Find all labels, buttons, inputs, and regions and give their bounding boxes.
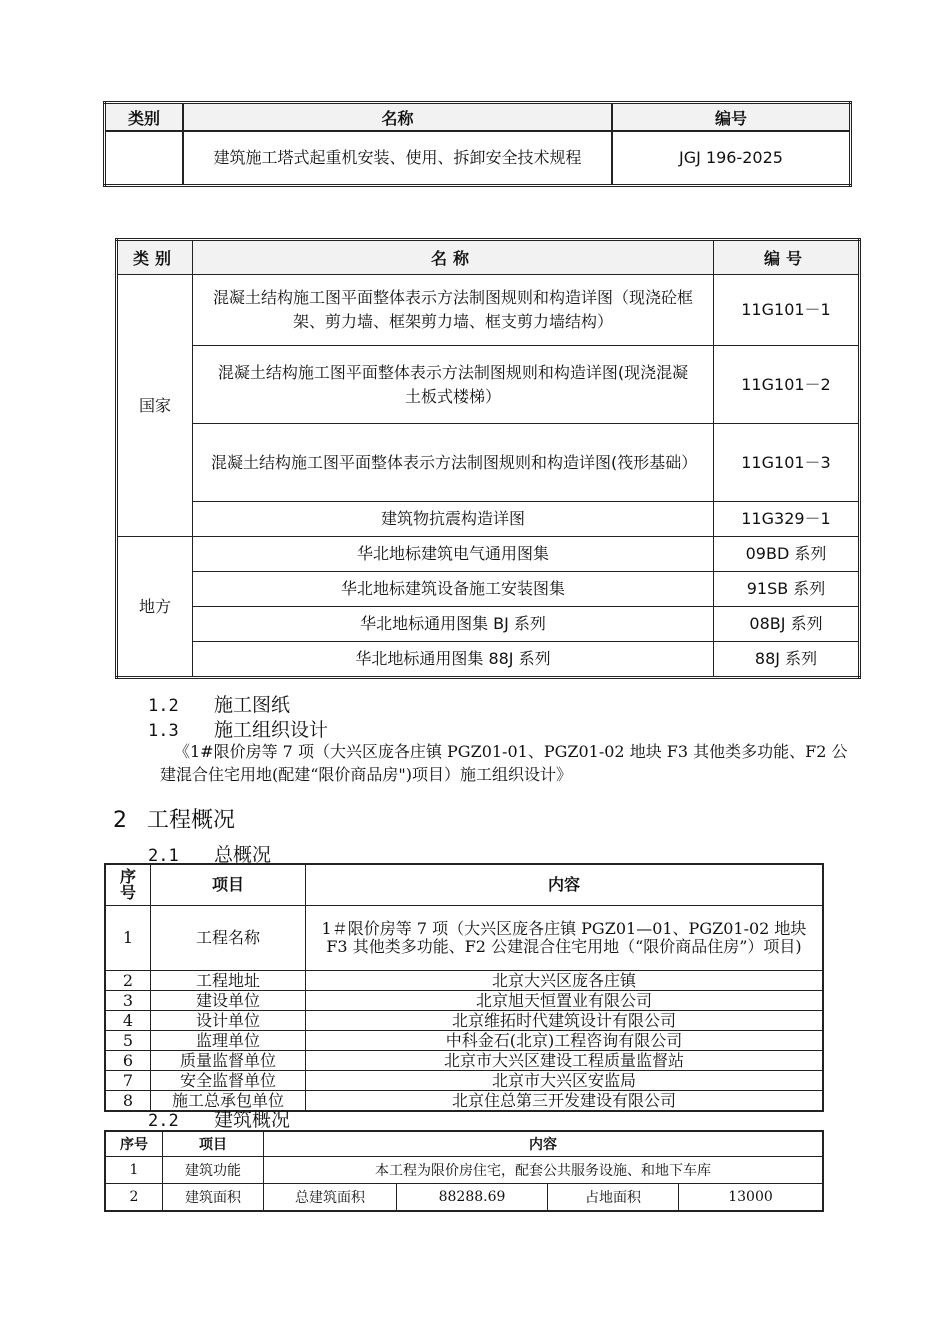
cell-value-total-area: 88288.69 [397,1184,548,1212]
table-row [105,1051,823,1071]
section-number: 2 [113,808,127,833]
cell-name: 建筑施工塔式起重机安装、使用、拆卸安全技术规程 [183,131,612,186]
header-name: 名称 [193,240,714,275]
cell-item: 设计单位 [151,1011,306,1031]
header-category: 类别 [117,240,193,275]
cell-item: 监理单位 [151,1031,306,1051]
cell-code: 11G101－3 [714,424,860,502]
cell-no: 4 [105,1011,151,1031]
cell-name: 混凝土结构施工图平面整体表示方法制图规则和构造详图(现浇混凝土板式楼梯） [193,346,714,424]
cell-name: 华北地标通用图集 88J 系列 [193,642,714,678]
cell-content: 中科金石(北京)工程咨询有限公司 [306,1031,824,1051]
cell-code: 08BJ 系列 [714,607,860,642]
table-header [105,1131,823,1157]
table-row [117,537,860,572]
cell-content: 北京旭天恒置业有限公司 [306,991,824,1011]
section-title: 工程概况 [147,808,236,833]
general-overview-table [104,863,824,1112]
standards-table-2 [115,238,861,679]
cell-label-total-area: 总建筑面积 [264,1184,397,1212]
cell-content: 北京市大兴区建设工程质量监督站 [306,1051,824,1071]
cell-code: 09BD 系列 [714,537,860,572]
cell-content: 本工程为限价房住宅，配套公共服务设施、和地下车库 [264,1157,824,1184]
table-row [117,275,860,346]
table-row [117,502,860,537]
table-row [105,971,823,991]
table-header [105,103,851,132]
section-heading-2-2 [148,1105,290,1132]
table-row [105,1071,823,1091]
section-number: 2.1 [148,846,179,866]
cell-no: 7 [105,1071,151,1091]
header-code: 编号 [714,240,860,275]
cell-no: 5 [105,1031,151,1051]
cell-item: 建筑功能 [163,1157,264,1184]
section-title: 施工图纸 [214,694,291,716]
table-row [117,642,860,678]
table-header [105,864,823,906]
cell-item: 建设单位 [151,991,306,1011]
cell-no: 6 [105,1051,151,1071]
header-item: 项目 [163,1131,264,1157]
cell-code: 88J 系列 [714,642,860,678]
cell-item: 安全监督单位 [151,1071,306,1091]
cell-content: 北京大兴区庞各庄镇 [306,971,824,991]
cell-category: 国家 [117,275,193,537]
cell-item: 工程名称 [151,906,306,971]
cell-name: 建筑物抗震构造详图 [193,502,714,537]
header-no: 序号 [105,1131,163,1157]
cell-name: 华北地标通用图集 BJ 系列 [193,607,714,642]
section-number: 1.2 [148,696,179,716]
table-row [105,131,851,186]
cell-label-land-area: 占地面积 [548,1184,679,1212]
cell-no: 1 [105,1157,163,1184]
section-title: 施工组织设计 [214,719,329,741]
section-number: 2.2 [148,1111,179,1131]
table-row [105,1184,823,1212]
standards-table-1 [103,101,852,187]
cell-content: 北京市大兴区安监局 [306,1071,824,1091]
header-name: 名称 [183,103,612,132]
header-no [105,864,151,906]
cell-code: 11G101－1 [714,275,860,346]
table-row [117,424,860,502]
cell-code: 11G329－1 [714,502,860,537]
cell-code: 11G101－2 [714,346,860,424]
section-heading-1-3 [148,715,328,742]
cell-content: 北京维拓时代建筑设计有限公司 [306,1011,824,1031]
cell-no: 2 [105,971,151,991]
table-row [117,572,860,607]
header-category: 类别 [105,103,184,132]
cell-item: 质量监督单位 [151,1051,306,1071]
cell-item: 施工总承包单位 [151,1091,306,1112]
cell-content: 北京住总第三开发建设有限公司 [306,1091,824,1112]
cell-category: 地方 [117,537,193,678]
cell-content: 1＃限价房等 7 项（大兴区庞各庄镇 PGZ01—01、PGZ01-02 地块 F3 其他类多功能、F2 公建混合住宅用地（“限价商品住房”）项目) [306,906,824,971]
table-row [105,991,823,1011]
cell-item: 工程地址 [151,971,306,991]
header-no-label: 序号 [119,867,136,902]
cell-code: 91SB 系列 [714,572,860,607]
table-row [105,1157,823,1184]
table-row [117,607,860,642]
table-row [117,346,860,424]
header-item: 项目 [151,864,306,906]
cell-no: 1 [105,906,151,971]
table-row [105,1031,823,1051]
cell-no: 3 [105,991,151,1011]
cell-name: 华北地标建筑电气通用图集 [193,537,714,572]
cell-name: 混凝土结构施工图平面整体表示方法制图规则和构造详图（现浇砼框架、剪力墙、框架剪力墙、框支剪力墙结构） [193,275,714,346]
table-header [117,240,860,275]
cell-category [105,131,184,186]
cell-code: JGJ 196-2025 [679,148,783,167]
architecture-overview-table [104,1130,824,1212]
table-row [105,906,823,971]
cell-name: 华北地标建筑设备施工安装图集 [193,572,714,607]
header-content: 内容 [264,1131,824,1157]
section-title: 总概况 [214,844,272,866]
header-content: 内容 [306,864,824,906]
header-code: 编号 [612,103,851,132]
cell-no: 2 [105,1184,163,1212]
table-row [105,1011,823,1031]
cell-item: 建筑面积 [163,1184,264,1212]
section-title: 建筑概况 [214,1109,291,1131]
section-heading-1-2 [148,690,290,717]
organization-design-paragraph: 《1#限价房等 7 项（大兴区庞各庄镇 PGZ01-01、PGZ01-02 地块 F3 其他类多功能、F2 公建混合住宅用地(配建“限价商品房")项目）施工组织设计》 [160,742,848,784]
section-heading-2 [113,803,235,834]
section-number: 1.3 [148,721,179,741]
cell-value-land-area: 13000 [679,1184,824,1212]
cell-name: 混凝土结构施工图平面整体表示方法制图规则和构造详图(筏形基础） [193,424,714,502]
cell-no: 8 [105,1091,151,1112]
